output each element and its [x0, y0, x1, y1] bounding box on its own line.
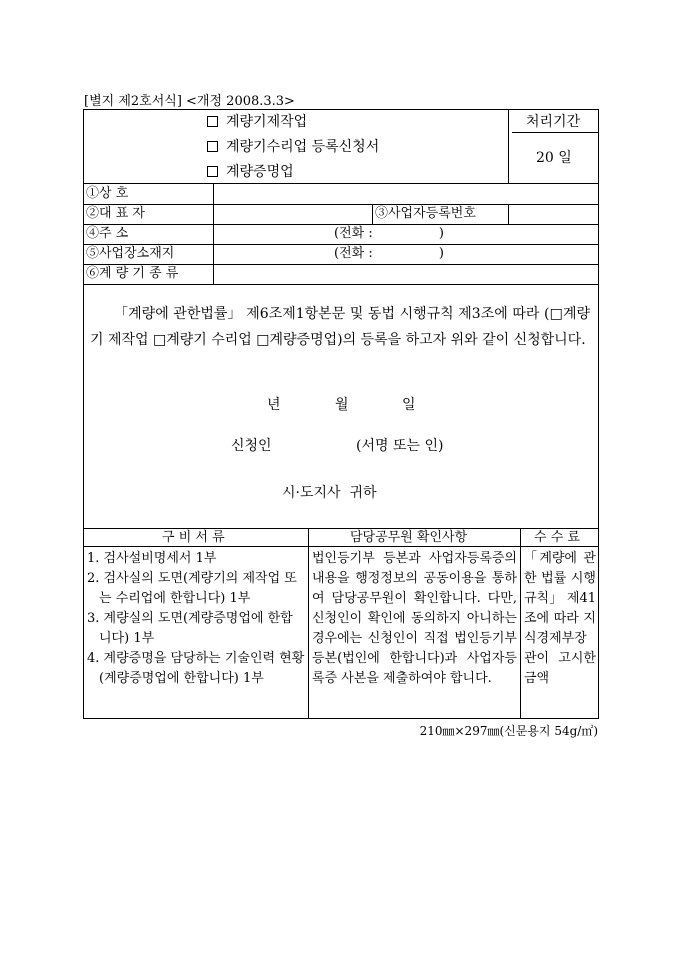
field-label-site: ⑤사업장소재지	[86, 246, 175, 261]
field-label-meter-type: ⑥계 량 기 종 류	[86, 266, 179, 281]
address-phone[interactable]: (전화 : )	[334, 226, 444, 241]
field-input-business-reg-no[interactable]	[509, 205, 598, 224]
list-item: 4. 계량증명을 담당하는 기술인력 현황(계량증명업에 한합니다) 1부	[87, 651, 305, 686]
date-year: 년	[267, 397, 281, 413]
list-item: 3. 계량실의 도면(계량증명업에 한합니다) 1부	[87, 611, 293, 646]
field-label-representative: ②대 표 자	[86, 206, 145, 221]
fee-text: 「계량에 관한 법률 시행규칙」 제41조에 따라 지식경제부장관이 고시한 금액	[524, 551, 596, 686]
date-month: 월	[335, 397, 349, 413]
field-label-business-reg-no: ③사업자등록번호	[375, 206, 476, 221]
form-number-header: [별지 제2호서식] <개정 2008.3.3>	[84, 94, 295, 109]
fee-header: 수 수 료	[534, 530, 580, 545]
divider	[84, 244, 598, 245]
signature-label: (서명 또는 인)	[356, 438, 444, 454]
checkbox-icon[interactable]	[207, 116, 218, 127]
field-input-meter-type[interactable]	[214, 265, 598, 284]
field-input-name[interactable]	[214, 184, 598, 204]
applicant-label: 신청인	[231, 438, 272, 454]
paper-spec: 210㎜×297㎜(신문용지 54g/㎡)	[419, 724, 598, 738]
divider	[84, 284, 598, 285]
checkbox-icon[interactable]	[207, 166, 218, 177]
option-certification: 계량증명업	[207, 165, 294, 179]
divider	[520, 528, 521, 718]
list-item: 2. 검사실의 도면(계량기의 제작업 또는 수리업에 한합니다) 1부	[87, 571, 297, 606]
required-documents-list	[87, 549, 305, 689]
registration-form	[83, 109, 599, 719]
option-repair: 계량기수리업 등록신청서	[207, 140, 379, 154]
site-phone[interactable]: (전화 : )	[334, 246, 444, 261]
option-manufacturing: 계량기제작업	[207, 115, 307, 129]
divider	[84, 224, 598, 225]
checkbox-icon[interactable]	[207, 141, 218, 152]
divider	[372, 204, 373, 224]
docs-header: 구 비 서 류	[162, 530, 225, 545]
divider	[508, 110, 509, 183]
divider	[308, 528, 309, 718]
check-header: 담당공무원 확인사항	[350, 530, 468, 545]
field-label-name: ①상 호	[86, 186, 129, 201]
field-input-representative[interactable]	[214, 205, 372, 224]
processing-period-label: 처리기간	[526, 114, 581, 130]
list-item: 1. 검사설비명세서 1부	[87, 551, 217, 566]
addressee: 시·도지사 귀하	[282, 485, 377, 501]
application-statement: 「계량에 관한법률」 제6조제1항본문 및 동법 시행규칙 제3조에 따라 (□계량기 제작업 □계량기 수리업 □계량증명업)의 등록을 하고자 위와 같이 신청합니다.	[90, 306, 590, 348]
date-day: 일	[402, 397, 416, 413]
processing-period-value: 20 일	[536, 150, 572, 166]
field-label-address: ④주 소	[86, 226, 129, 241]
divider	[512, 132, 598, 133]
official-check-text: 법인등기부 등본과 사업자등록증의 내용을 행정정보의 공동이용을 통하여 담당공무원이 확인합니다. 다만, 신청인이 확인에 동의하지 아니하는 경우에는 신청인이 직접 법인등기부 등본(법인에 한합니다)과 사업자등록증 사본을 제출하여야 합니다.	[312, 551, 517, 686]
